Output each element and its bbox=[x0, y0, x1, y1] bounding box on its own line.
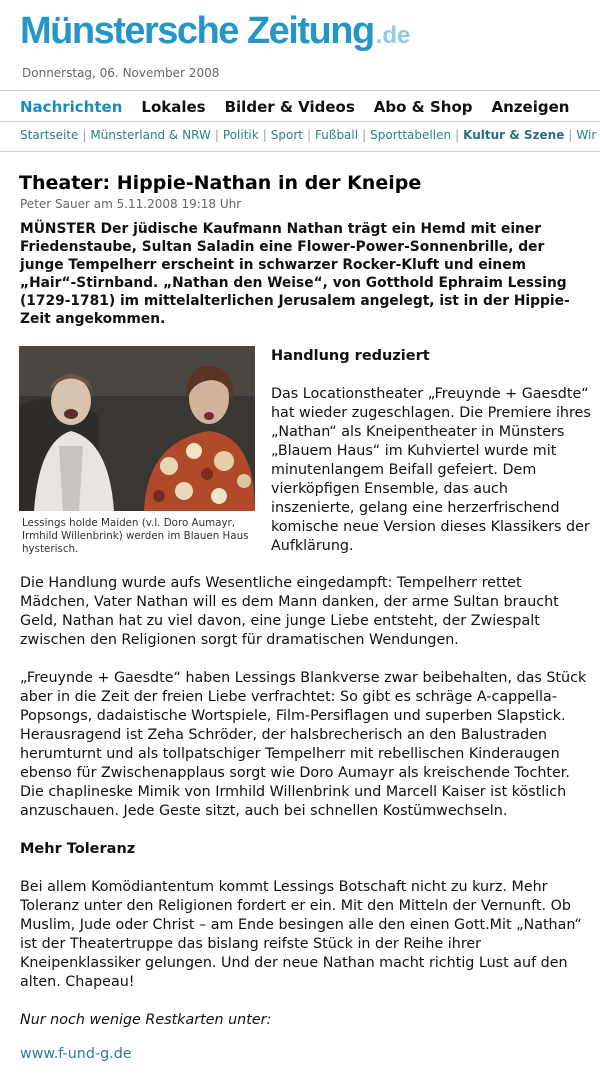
subnav-divider bbox=[0, 151, 600, 152]
header-divider bbox=[0, 90, 600, 91]
article-lead: MÜNSTER Der jüdische Kaufmann Nathan trägt ein Hemd mit einer Friedenstaube, Sultan Saladin eine Flower-Power-Sonnenbrille, der junge Tempelherr erscheint in schwarzer Rocker-Kluft und einem „Hair“-Stirnband. „Nathan den Weise“, von Gotthold Ephraim Lessing (1729-1781) im mittelalterlichen Jerusalem angelegt, ist in der Hippie-Zeit angekommen. bbox=[20, 221, 570, 327]
subnav-separator: | bbox=[568, 128, 573, 142]
nav-item-lokales[interactable]: Lokales bbox=[141, 98, 206, 116]
photo-caption: Lessings holde Maiden (v.l. Doro Aumayr, Irmhild Willenbrink) werden im Blauen Haus hysterisch. bbox=[22, 517, 249, 555]
closing-note: Nur noch wenige Restkarten unter: bbox=[20, 1012, 272, 1028]
nav-item-bilder-videos[interactable]: Bilder & Videos bbox=[224, 98, 355, 116]
subnav-item-fussball[interactable]: Fußball bbox=[315, 128, 359, 142]
subnav-item-startseite[interactable]: Startseite bbox=[20, 128, 79, 142]
subnav-item-muensterland-nrw[interactable]: Münsterland & NRW bbox=[90, 128, 211, 142]
subnav-separator: | bbox=[262, 128, 267, 142]
article-paragraph: Die Handlung wurde aufs Wesentliche eingedampft: Tempelherr rettet Mädchen, Vater Nathan will es dem Mann danken, der arme Sultan braucht Geld, Nathan hat zu viel davon, eine junge Liebe entsteht, der Zwiespalt zwischen den Religionen sorgt für dramatischen Wendungen. bbox=[20, 575, 559, 648]
nav-divider bbox=[0, 121, 600, 122]
subnav-separator: | bbox=[82, 128, 87, 142]
section-heading-toleranz: Mehr Toleranz bbox=[20, 841, 136, 857]
section-navigation bbox=[20, 128, 600, 142]
photo-illustration bbox=[19, 346, 255, 511]
subnav-item-kultur-szene[interactable]: Kultur & Szene bbox=[463, 128, 565, 142]
subnav-item-sporttabellen[interactable]: Sporttabellen bbox=[370, 128, 452, 142]
article-paragraph: Das Locationstheater „Freuynde + Gaesdte“ hat wieder zugeschlagen. Die Premiere ihres „Nathan“ als Kneipentheater in Münsters „Blauem Haus“ im Kuhviertel wurde mit minutenlangem Beifall gefeiert. Dem vierköpfigen Ensemble, das auch inszenierte, gelang eine herzerfrischend komische neue Version dieses Klassikers der Aufklärung. bbox=[271, 386, 591, 554]
nav-item-nachrichten[interactable]: Nachrichten bbox=[20, 98, 123, 116]
logo-domain: .de bbox=[375, 22, 411, 49]
subnav-separator: | bbox=[214, 128, 219, 142]
subnav-item-sport[interactable]: Sport bbox=[270, 128, 303, 142]
article-paragraph: „Freuynde + Gaesdte“ haben Lessings Blankverse zwar beibehalten, das Stück aber in die Zeit der freien Liebe verfrachtet: So gibt es schräge A-cappella-Popsongs, dadaistische Wortspiele, Film-Persiflagen und superben Slapstick. Herausragend ist Zeha Schröder, der halsbrecherisch an den Balustraden herumturnt und als tollpatschiger Tempelherr mit rebellischen Kinderaugen ebenso für Zwischenapplaus sorgt wie Doro Aumayr als kreischende Tochter. Die chaplineske Mimik von Irmhild Willenbrink und Marcell Kaiser ist köstlich anzuschauen. Jede Geste sitzt, auch bei schnellen Kostümwechseln. bbox=[20, 670, 587, 819]
article-photo[interactable] bbox=[19, 346, 255, 511]
article-paragraph: Bei allem Komödiantentum kommt Lessings Botschaft nicht zu kurz. Mehr Toleranz unter den Religionen fordert er ein. Mit den Mitteln der Vernunft. Ob Muslim, Jude oder Christ – am Ende besingen alle den einen Gott.Mit „Nathan“ ist der Theatertruppe das bislang reifste Stück in der Reihe ihrer Kneipenklassiker gelungen. Und der neue Nathan macht richtig Lust auf den alten. Chapeau! bbox=[20, 879, 582, 990]
article-title: Theater: Hippie-Nathan in der Kneipe bbox=[19, 172, 422, 194]
logo-wordmark: Münstersche Zeitung bbox=[20, 10, 374, 52]
section-heading-handlung: Handlung reduziert bbox=[271, 348, 430, 364]
subnav-separator: | bbox=[455, 128, 460, 142]
current-date: Donnerstag, 06. November 2008 bbox=[22, 66, 220, 80]
nav-item-anzeigen[interactable]: Anzeigen bbox=[491, 98, 570, 116]
main-navigation bbox=[20, 98, 569, 116]
ticket-link[interactable]: www.f-und-g.de bbox=[20, 1046, 132, 1062]
subnav-item-politik[interactable]: Politik bbox=[222, 128, 259, 142]
site-logo[interactable] bbox=[20, 10, 410, 53]
subnav-separator: | bbox=[362, 128, 367, 142]
subnav-separator: | bbox=[306, 128, 312, 142]
nav-item-abo-shop[interactable]: Abo & Shop bbox=[373, 98, 473, 116]
article-byline: Peter Sauer am 5.11.2008 19:18 Uhr bbox=[20, 197, 242, 211]
subnav-item-wir[interactable]: Wir bbox=[576, 128, 597, 142]
